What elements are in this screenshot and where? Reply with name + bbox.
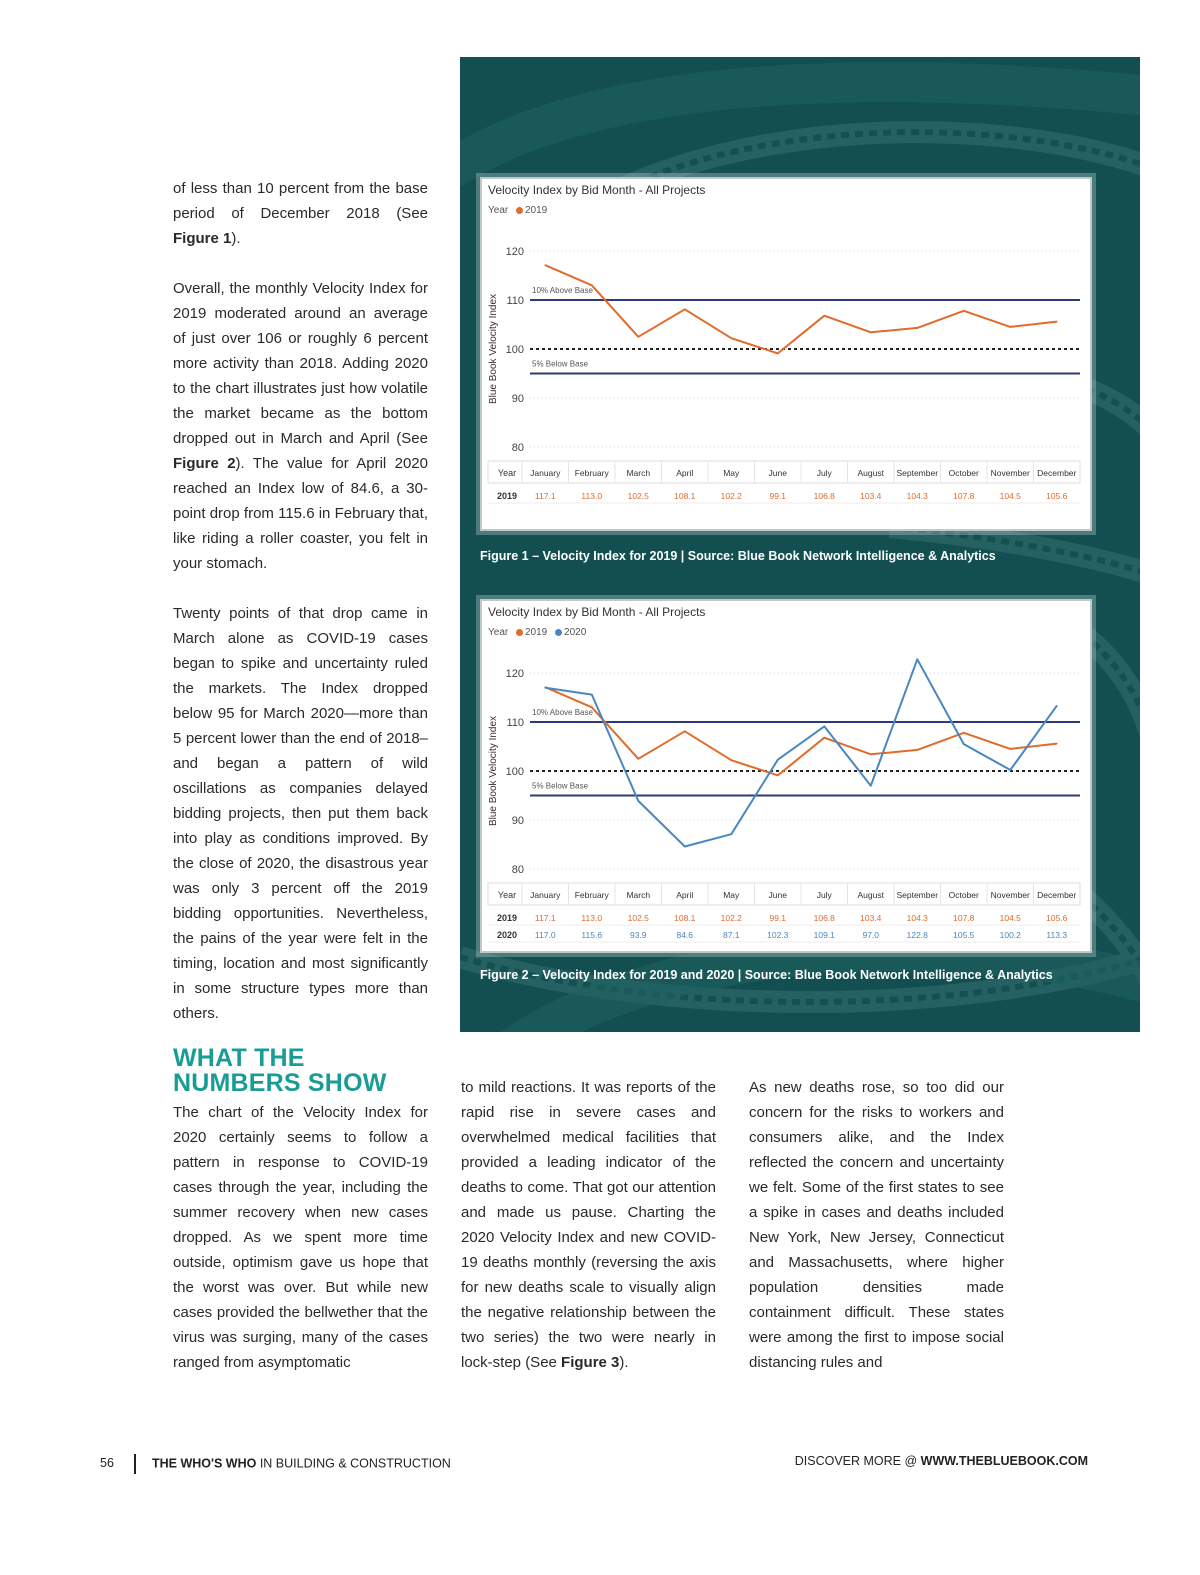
body-text-left-bottom <box>173 1100 428 1375</box>
body-text-middle <box>461 1075 716 1375</box>
data-point-2019 <box>916 327 918 329</box>
reference-line-label: 5% Below Base <box>532 359 589 369</box>
legend-label: Year <box>488 627 509 638</box>
table-value: 97.0 <box>862 930 880 940</box>
table-value: 104.5 <box>999 491 1021 501</box>
table-value: 102.2 <box>720 913 742 923</box>
chart-title: Velocity Index by Bid Month - All Projects <box>488 605 706 619</box>
table-value: 117.1 <box>534 491 556 501</box>
table-month-label: February <box>574 468 609 478</box>
data-point-2019 <box>591 285 593 287</box>
table-month-label: May <box>723 890 740 900</box>
data-point-2019 <box>637 758 639 760</box>
y-tick-label: 110 <box>506 295 524 307</box>
table-value: 93.9 <box>629 930 647 940</box>
table-month-label: March <box>626 468 651 478</box>
data-point-2020 <box>1056 705 1058 707</box>
table-value: 102.5 <box>627 913 649 923</box>
data-point-2020 <box>544 687 546 689</box>
table-value: 99.1 <box>769 913 787 923</box>
table-month-label: October <box>948 468 979 478</box>
data-point-2019 <box>870 332 872 334</box>
footer-left <box>100 1454 451 1474</box>
legend-entry-2019: 2019 <box>525 627 548 638</box>
table-month-label: February <box>574 890 609 900</box>
table-value: 122.8 <box>906 930 928 940</box>
y-tick-label: 80 <box>511 442 524 454</box>
series-line-2020 <box>545 659 1057 846</box>
table-month-label: March <box>626 890 651 900</box>
y-tick-label: 110 <box>506 717 524 729</box>
table-year-label: 2019 <box>496 491 518 501</box>
data-point-2019 <box>916 749 918 751</box>
data-point-2020 <box>730 833 732 835</box>
table-value: 113.0 <box>581 913 603 923</box>
table-month-label: July <box>816 468 832 478</box>
y-tick-label: 100 <box>505 344 524 356</box>
table-value: 117.1 <box>534 913 556 923</box>
table-value: 113.3 <box>1046 930 1068 940</box>
table-value: 107.8 <box>953 491 975 501</box>
table-month-label: April <box>676 468 694 478</box>
chart-plot <box>482 179 1090 529</box>
figure-1-chart <box>480 177 1092 531</box>
table-month-label: November <box>990 890 1030 900</box>
text-run: ). <box>619 1354 629 1371</box>
figure-reference: Figure 3 <box>561 1354 620 1371</box>
table-month-label: August <box>857 468 884 478</box>
table-month-label: December <box>1037 890 1077 900</box>
data-point-2019 <box>1056 743 1058 745</box>
text-run: The chart of the Velocity Index for 2020 certainly seems to follow a pattern in response to COVID-19 cases through the year, including the summer recovery when new cases dropped. As we spent more time outside, optimism gave us hope that the worst was over. But while new cases provided the bellwether that the virus was surging, many of the cases ranged from asymptomatic <box>173 1104 428 1371</box>
y-tick-label: 80 <box>511 864 524 876</box>
data-point-2020 <box>684 846 686 848</box>
y-tick-label: 90 <box>511 815 524 827</box>
table-value: 102.2 <box>720 491 742 501</box>
data-point-2019 <box>730 759 732 761</box>
data-point-2019 <box>1009 326 1011 328</box>
data-point-2019 <box>684 309 686 311</box>
table-month-label: January <box>530 890 561 900</box>
table-value: 105.6 <box>1046 491 1068 501</box>
data-point-2019 <box>1056 321 1058 323</box>
legend-entry-2020: 2020 <box>564 627 587 638</box>
footer-divider <box>134 1454 136 1474</box>
figure-reference: Figure 1 <box>173 230 232 247</box>
figure-panel <box>460 57 1140 1032</box>
data-point-2019 <box>730 337 732 339</box>
table-value: 99.1 <box>769 491 787 501</box>
data-point-2020 <box>963 743 965 745</box>
table-value: 113.0 <box>581 491 603 501</box>
reference-line-label: 5% Below Base <box>532 781 589 791</box>
y-tick-label: 100 <box>505 766 524 778</box>
table-month-label: October <box>948 890 979 900</box>
data-point-2020 <box>591 694 593 696</box>
y-tick-label: 120 <box>505 668 524 680</box>
table-value: 84.6 <box>676 930 694 940</box>
table-value: 107.8 <box>953 913 975 923</box>
table-value: 105.6 <box>1046 913 1068 923</box>
table-value: 102.3 <box>767 930 789 940</box>
table-year-label: 2020 <box>496 930 518 940</box>
data-point-2019 <box>777 775 779 777</box>
text-run: As new deaths rose, so too did our concern for the risks to workers and consumers alike, and the Index reflected the concern and uncertainty we felt. Some of the first states to see a spike in cases and deaths included New York, New Jersey, Connecticut and Massachusetts, where higher population densities made containment difficult. These states were among the first to impose social distancing rules and <box>749 1079 1004 1371</box>
data-point-2019 <box>637 336 639 338</box>
data-point-2019 <box>777 353 779 355</box>
discover-prefix: DISCOVER MORE @ <box>794 1454 921 1468</box>
page-number: 56 <box>100 1456 114 1471</box>
data-point-2019 <box>684 731 686 733</box>
chart-title: Velocity Index by Bid Month - All Projects <box>488 183 706 197</box>
table-value: 87.1 <box>722 930 740 940</box>
data-point-2019 <box>823 315 825 317</box>
table-month-label: May <box>723 468 740 478</box>
data-point-2020 <box>637 800 639 802</box>
table-value: 108.1 <box>674 491 696 501</box>
table-month-label: September <box>896 890 939 900</box>
table-header-cell: Year <box>497 890 517 900</box>
table-value: 103.4 <box>860 913 882 923</box>
body-text-left-top <box>173 176 428 1051</box>
paragraph <box>173 601 428 1026</box>
data-point-2019 <box>963 732 965 734</box>
legend-entry-2019: 2019 <box>525 205 548 216</box>
paragraph <box>173 176 428 251</box>
section-heading <box>173 1046 433 1096</box>
table-value: 115.6 <box>581 930 603 940</box>
table-value: 102.5 <box>627 491 649 501</box>
table-value: 109.1 <box>813 930 835 940</box>
table-month-label: November <box>990 468 1030 478</box>
body-text-right <box>749 1075 1004 1375</box>
publication-name: THE WHO'S WHO <box>152 1456 257 1471</box>
text-run: Overall, the monthly Velocity Index for 2019 moderated around an average of just over 106 or roughly 6 percent more activity than 2018. Adding 2020 to the chart illustrates just how volatile the market became as the bottom dropped out in March and April (See <box>173 280 428 447</box>
y-tick-label: 120 <box>505 246 524 258</box>
legend-label: Year <box>488 205 509 216</box>
figure-2-caption: Figure 2 – Velocity Index for 2019 and 2020 | Source: Blue Book Network Intelligence & Analytics <box>480 968 1053 982</box>
website-link[interactable]: WWW.THEBLUEBOOK.COM <box>920 1454 1088 1468</box>
heading-line: WHAT THE <box>173 1044 305 1072</box>
figure-1-caption: Figure 1 – Velocity Index for 2019 | Source: Blue Book Network Intelligence & Analytics <box>480 549 996 563</box>
y-tick-label: 90 <box>511 393 524 405</box>
footer-right <box>795 1454 1088 1468</box>
table-value: 104.5 <box>999 913 1021 923</box>
text-run: Twenty points of that drop came in March alone as COVID-19 cases began to spike and uncertainty ruled the markets. The Index dropped below 95 for March 2020—more than 5 percent lower than the end of 2018–and began a pattern of wild oscillations as companies delayed bidding projects, then put them back into play as conditions improved. By the close of 2020, the disastrous year was only 3 percent off the 2019 bidding opportunities. Nevertheless, the pains of the year were felt in the timing, location and most significantly in some structure types more than others. <box>173 605 428 1022</box>
reference-line-label: 10% Above Base <box>532 708 593 717</box>
figure-2-chart <box>480 599 1092 953</box>
paragraph <box>173 276 428 576</box>
y-axis-label: Blue Book Velocity Index <box>488 715 499 827</box>
table-month-label: January <box>530 468 561 478</box>
table-header-cell: Year <box>497 468 517 478</box>
table-value: 108.1 <box>674 913 696 923</box>
table-value: 103.4 <box>860 491 882 501</box>
figure-reference: Figure 2 <box>173 455 236 472</box>
data-point-2020 <box>916 658 918 660</box>
y-axis-label: Blue Book Velocity Index <box>488 293 499 405</box>
data-point-2019 <box>591 707 593 709</box>
table-value: 106.8 <box>813 491 835 501</box>
text-run: ). The value for April 2020 reached an Index low of 84.6, a 30-point drop from 115.6 in February that, like riding a roller coaster, you felt in your stomach. <box>173 455 428 572</box>
reference-line-label: 10% Above Base <box>532 286 593 295</box>
data-point-2020 <box>823 726 825 728</box>
text-run: to mild reactions. It was reports of the rapid rise in severe cases and overwhelmed medical facilities that provided a leading indicator of the deaths to come. That got our attention and made us pause. Charting the 2020 Velocity Index and new COVID-19 deaths monthly (reversing the axis for new deaths scale to visually align the negative relationship between the two series) the two were nearly in lock-step (See <box>461 1079 716 1371</box>
table-value: 104.3 <box>906 913 928 923</box>
data-point-2020 <box>870 785 872 787</box>
table-value: 100.2 <box>999 930 1021 940</box>
data-point-2019 <box>1009 748 1011 750</box>
table-value: 106.8 <box>813 913 835 923</box>
data-point-2019 <box>823 737 825 739</box>
text-run: of less than 10 percent from the base period of December 2018 (See <box>173 180 428 222</box>
table-month-label: April <box>676 890 694 900</box>
heading-line: NUMBERS SHOW <box>173 1069 387 1097</box>
series-line-2019 <box>545 265 1057 353</box>
table-value: 105.5 <box>953 930 975 940</box>
table-month-label: July <box>816 890 832 900</box>
table-month-label: August <box>857 890 884 900</box>
publication-subtitle: IN BUILDING & CONSTRUCTION <box>256 1456 451 1471</box>
table-month-label: June <box>768 890 787 900</box>
data-point-2019 <box>544 264 546 266</box>
data-point-2020 <box>777 759 779 761</box>
table-value: 117.0 <box>534 930 556 940</box>
data-point-2019 <box>870 754 872 756</box>
table-month-label: September <box>896 468 939 478</box>
table-value: 104.3 <box>906 491 928 501</box>
table-year-label: 2019 <box>496 913 518 923</box>
table-month-label: June <box>768 468 787 478</box>
data-point-2020 <box>1009 769 1011 771</box>
table-month-label: December <box>1037 468 1077 478</box>
text-run: ). <box>231 230 241 247</box>
data-point-2019 <box>963 310 965 312</box>
chart-plot <box>482 601 1090 951</box>
